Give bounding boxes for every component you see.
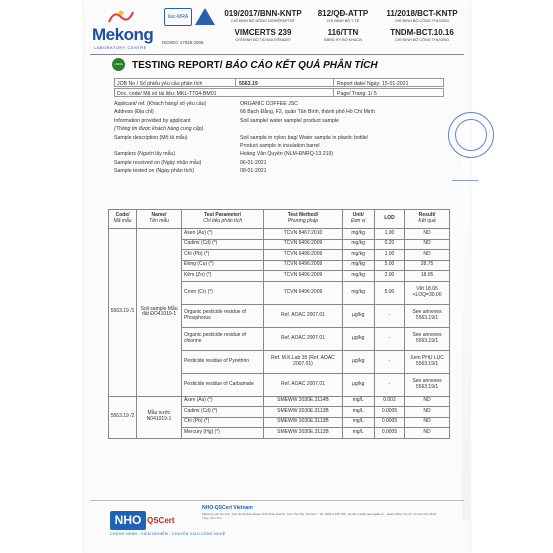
result: ND (405, 417, 450, 428)
test-parameter: Đồng (Cu) (*) (181, 260, 263, 271)
lod: 1.00 (374, 250, 404, 261)
unit: mg/kg (342, 250, 374, 261)
sample-code: 5563.19 /1 (109, 229, 137, 397)
footer-company: NHO-QSCert Vietnam (202, 505, 253, 511)
unit: mg/L (342, 396, 374, 407)
unit: mg/kg (342, 239, 374, 250)
test-parameter: Organic pesticide residue of Phosphorus (181, 304, 263, 327)
logo-text: Mekong (92, 25, 154, 44)
info-row: Samplers (Người lấy mẫu) Hoàng Văn Quyền (NLM-ĐNRQ-13.219) (114, 151, 334, 158)
accreditation-col-2 (312, 9, 374, 42)
accr-code: 019/2017/BNN-KNTP (224, 9, 302, 18)
lod: 2.00 (374, 271, 404, 282)
result: See annexes 5563.19/1 (405, 304, 450, 327)
report-info (114, 78, 444, 177)
test-method: Ref. M.K.Lab 35 (Ref. AOAC 2007.01) (264, 350, 342, 373)
header-divider (90, 54, 464, 55)
accr-code: VIMCERTS 239 (234, 28, 292, 37)
table-header-row (109, 210, 450, 229)
test-method: Ref. AOAC 2007.01 (264, 373, 342, 396)
unit: µg/kg (342, 350, 374, 373)
accr-desc: CHỈ ĐỊNH BỘ CÔNG THƯƠNG (394, 19, 450, 23)
lod: 0.0005 (374, 407, 404, 418)
lod: 1.00 (374, 229, 404, 240)
test-parameter: Chì (Pb) (*) (181, 250, 263, 261)
test-method: Ref. AOAC 2007.01 (264, 327, 342, 350)
accr-desc: CHỈ ĐỊNH BỘ NÔNG NGHIỆP&PTNT (231, 19, 295, 23)
info-row: Applicant/ ref. (Khách hàng/ số yêu cầu) ORGANIC COFFEE JSC (114, 101, 298, 107)
accr-code: TNDM-BCT.10.16 (390, 28, 454, 37)
report-date: Report date/ Ngày: 15-01-2021 (337, 80, 409, 87)
unit: µg/kg (342, 304, 374, 327)
unit: µg/kg (342, 373, 374, 396)
lod: 5.00 (374, 260, 404, 271)
sample-name: Soil sample Mẫu đất ĐO41019-1 (137, 229, 182, 397)
test-method: SMEWW 3030E.3113B (264, 417, 342, 428)
result: ND (405, 407, 450, 418)
job-label: JOB No / Số phiếu yêu cầu phân tích (117, 80, 203, 87)
table-row (109, 229, 450, 240)
test-parameter: Mercury (Hg) (*) (181, 428, 263, 439)
test-parameter: Crom (Cr) (*) (181, 281, 263, 304)
result: ND (405, 428, 450, 439)
info-row: Sample tested on (Ngày phân tích) 08-01-2021 (114, 168, 267, 175)
test-method: TCVN 6496:2009 (264, 260, 342, 271)
accr-code: 11/2018/BCT-KNTP (386, 9, 458, 18)
accreditation-col-1 (219, 9, 307, 42)
table-row (109, 396, 450, 407)
sample-name: Mẫu nước N041019-1 (137, 396, 182, 438)
test-method: TCVN 6496:2009 (264, 239, 342, 250)
info-row: (Thông tin được khách hàng cung cấp) (114, 126, 204, 133)
test-parameter: Organic pesticide residue of chlorine (181, 327, 263, 350)
test-method: SMEWW 3030E.3113B (264, 407, 342, 418)
results-table (108, 209, 450, 439)
ilac-mra-badge: ilac-MRA (164, 8, 192, 26)
info-row: Sample description (Mô tả mẫu) Soil sample in nylon bag/ Water sample in plastic bottle/ (114, 134, 369, 141)
company-seal-icon (448, 112, 494, 158)
test-method: TCVN 8467:2010 (264, 229, 342, 240)
usda-organic-icon: USDA ORGANIC (112, 58, 125, 71)
doc-row (114, 88, 444, 97)
result: ND (405, 396, 450, 407)
result: ND (405, 250, 450, 261)
info-row: Product sample in insulation barrel (240, 142, 320, 149)
test-parameter: Cadimi (Cd) (*) (181, 407, 263, 418)
col-unit: Unit/ Đơn vị (342, 210, 374, 229)
info-row: Information provided by applicant Soil sample/ water sample/ product sample (114, 117, 339, 124)
info-row: Address (Địa chỉ) 68 Bạch Đằng, F2, quận Tân Bình, thành phố Hồ Chí Minh (114, 109, 375, 116)
iso-standard: ISO/IEC 17025:2005 (162, 40, 204, 45)
result: 28.75 (405, 260, 450, 271)
job-value: 5563.19 (239, 80, 258, 87)
col-code: Code/ Mã mẫu (109, 210, 137, 229)
test-method: TCVN 6496:2009 (264, 250, 342, 261)
footer-slogan: CHỨNG NHẬN - KIỂM NGHIỆM - CHUYỂN GIAO CÔNG NGHỆ (110, 532, 226, 536)
lod: 0.0005 (374, 417, 404, 428)
lod: - (374, 373, 404, 396)
col-method: Test Method/ Phương pháp (264, 210, 342, 229)
accreditation-triangle-icon (195, 8, 215, 25)
lod: 0.0005 (374, 428, 404, 439)
test-parameter: Cadimi (Cd) (*) (181, 239, 263, 250)
result: ND (405, 239, 450, 250)
accr-desc: CHỈ ĐỊNH BỘ TÀI NGUYÊN&MT (235, 38, 291, 42)
page-number: Page/ Trang: 1/ 5 (337, 90, 377, 97)
lod: - (374, 350, 404, 373)
info-row: Sample received on (Ngày nhận mẫu) 06-01-2021 (114, 159, 267, 166)
test-parameter: Pesticide residue of Carbamate (181, 373, 263, 396)
lod: 5.00 (374, 281, 404, 304)
test-parameter: Asen (As) (*) (181, 229, 263, 240)
result: Vẽt 18.65 <LOQ=30.00 (405, 281, 450, 304)
footer-address: Mekong Lab: No.112, Tran Hung Dao Street, Ninh Kieu District, Can Tho City, Vietnam · Tel: 0292.3.456.789 · Email: info@mekonglab.vn · Head office: No.15, Vo Van Kiet, Binh Thuy, Can Tho (202, 512, 437, 520)
report-title (132, 60, 378, 71)
col-name: Name/ Tên mẫu (137, 210, 182, 229)
accreditation-col-3 (379, 9, 465, 42)
accr-desc: CHỈ ĐỊNH BỘ CÔNG THƯƠNG (394, 38, 450, 42)
accr-code: 812/QĐ-ATTP (317, 9, 369, 18)
report-page (84, 0, 470, 553)
sample-code: 5563.19 /2 (109, 396, 137, 438)
title-vi: BÁO CÁO KẾT QUẢ PHÂN TÍCH (225, 60, 378, 71)
unit: mg/L (342, 417, 374, 428)
title-en: TESTING REPORT/ (132, 60, 223, 71)
test-parameter: Chì (Pb) (*) (181, 417, 263, 428)
col-result: Result/ Kết quả (405, 210, 450, 229)
logo-swirl-icon (106, 8, 136, 26)
col-lod: LOD (374, 210, 404, 229)
result: See annexes 5563.19/1 (405, 327, 450, 350)
mekong-logo (90, 8, 158, 48)
test-method: TCVN 6496:2009 (264, 271, 342, 282)
result: See annexes 5563.19/1 (405, 373, 450, 396)
result: Xem PHỤ LỤC 5563.19/1 (405, 350, 450, 373)
col-parameter: Test Parameter/ Chỉ tiêu phân tích (181, 210, 263, 229)
test-method: SMEWW 3030E.3114B (264, 396, 342, 407)
accr-desc: ĐĂNG KÝ BỘ KH&CN (324, 38, 362, 42)
unit: µg/kg (342, 327, 374, 350)
lod: 0.002 (374, 396, 404, 407)
footer-divider (90, 500, 464, 501)
unit: mg/kg (342, 229, 374, 240)
lod: - (374, 304, 404, 327)
accr-desc: CHỈ ĐỊNH BỘ Y TẾ (326, 19, 360, 23)
doc-code: Doc. code/ Mã số tài liệu: MKL-TT04-BM01 (117, 90, 217, 97)
test-method: TCVN 6496:2009 (264, 281, 342, 304)
test-parameter: Asen (As) (*) (181, 396, 263, 407)
lod: - (374, 327, 404, 350)
test-method: Ref. AOAC 2007.01 (264, 304, 342, 327)
logo-subtitle: LABORATORY CENTRE (94, 45, 147, 50)
test-parameter: Kẽm (Zn) (*) (181, 271, 263, 282)
signature-mark (452, 166, 478, 181)
unit: mg/L (342, 428, 374, 439)
result: 18.05 (405, 271, 450, 282)
accr-code: 116/TTN (327, 28, 359, 37)
unit: mg/kg (342, 271, 374, 282)
unit: mg/L (342, 407, 374, 418)
nho-logo: NHO (110, 511, 146, 530)
lod: 0.20 (374, 239, 404, 250)
unit: mg/kg (342, 260, 374, 271)
test-parameter: Pesticide residue of Pyrethrin (181, 350, 263, 373)
qscert-logo: QSCert (147, 516, 175, 525)
result: ND (405, 229, 450, 240)
job-row (114, 78, 444, 87)
unit: mg/kg (342, 281, 374, 304)
test-method: SMEWW 3030E.3112B (264, 428, 342, 439)
